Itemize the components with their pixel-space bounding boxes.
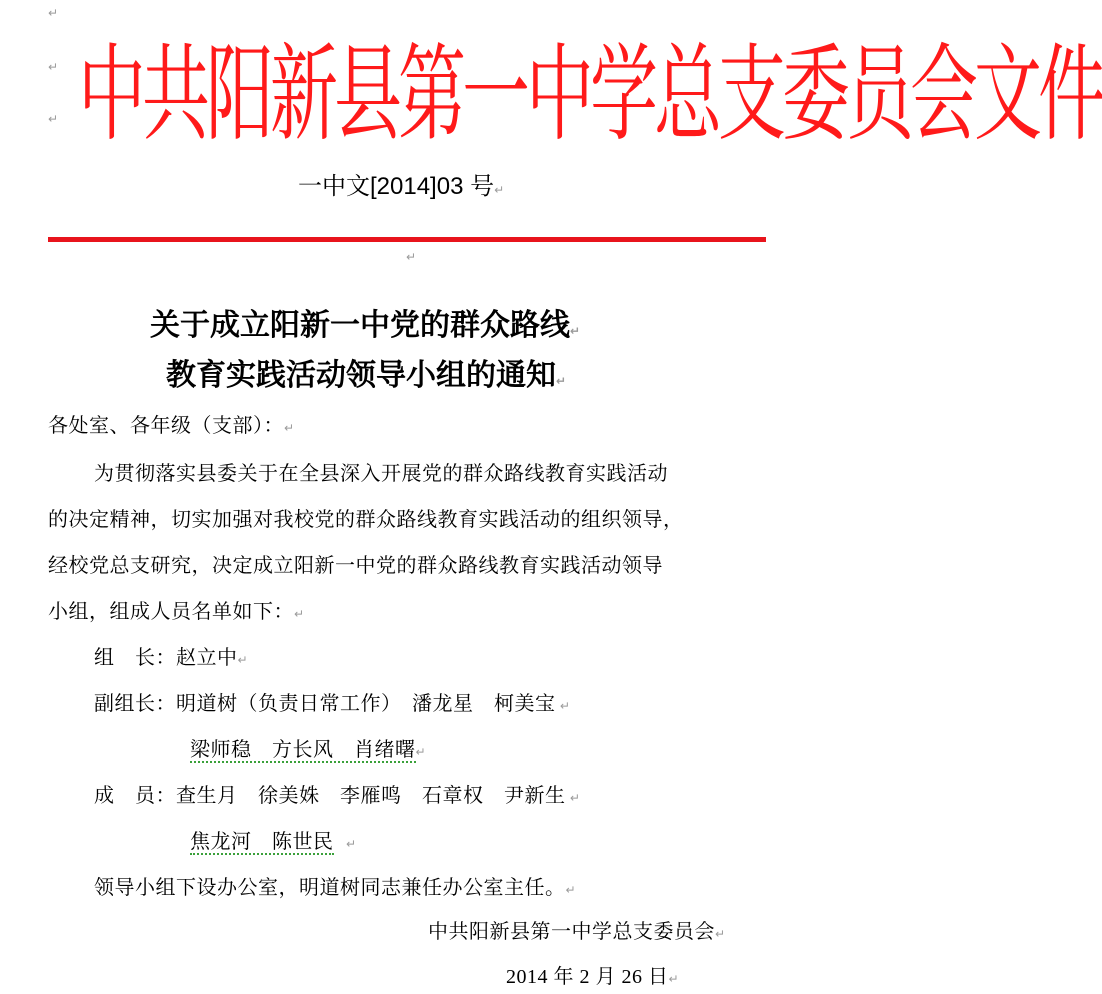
document-number-text: 一中文[2014]03 号 [298, 173, 495, 200]
paragraph-mark: ↵ [406, 250, 417, 264]
salutation [48, 409, 295, 438]
signature [428, 915, 726, 944]
paragraph-mark: ↵ [284, 421, 295, 435]
red-divider-rule [48, 237, 766, 242]
body-line-2: 的决定精神，切实加强对我校党的群众路线教育实践活动的组织领导， [48, 507, 684, 531]
body-line-4-text: 小组，组成人员名单如下： [48, 599, 294, 623]
notice-title-line-1 [150, 300, 580, 344]
paragraph-mark: ↵ [668, 972, 680, 986]
leader-row [94, 641, 248, 670]
deputy-row [94, 687, 570, 716]
paragraph-mark: ↵ [565, 883, 577, 897]
notice-title-line-1-text: 关于成立阳新一中党的群众路线 [150, 308, 570, 343]
member-row-2 [190, 825, 357, 854]
signature-text: 中共阳新县第一中学总支委员会 [428, 919, 715, 943]
notice-title-line-2-text: 教育实践活动领导小组的通知 [166, 358, 556, 393]
office-note [94, 871, 576, 900]
paragraph-mark: ↵ [48, 6, 59, 20]
deputy-names-1: 明道树（负责日常工作） 潘龙星 柯美宝 [176, 691, 556, 715]
deputy-names-2: 梁师稳 方长风 肖绪曙 [190, 737, 416, 761]
paragraph-mark: ↵ [715, 927, 726, 941]
paragraph-mark: ↵ [237, 653, 249, 667]
deputy-row-2 [190, 733, 426, 762]
body-line-4 [48, 595, 305, 624]
member-row [94, 779, 580, 808]
notice-title-line-2 [166, 350, 566, 394]
paragraph-mark: ↵ [565, 791, 581, 805]
deputy-label: 副组长： [94, 691, 176, 715]
body-line-3: 经校党总支研究，决定成立阳新一中党的群众路线教育实践活动领导 [48, 553, 663, 577]
paragraph-mark: ↵ [415, 745, 427, 759]
document-date-text: 2014 年 2 月 26 日 [506, 966, 669, 988]
body-line-1: 为贯彻落实县委关于在全县深入开展党的群众路线教育实践活动 [94, 461, 668, 485]
leader-name: 赵立中 [176, 645, 238, 669]
paragraph-mark: ↵ [48, 112, 59, 126]
paragraph-mark: ↵ [556, 374, 567, 388]
paragraph-mark: ↵ [333, 837, 357, 851]
leader-label: 组 长： [94, 645, 176, 669]
paragraph-mark: ↵ [294, 607, 305, 621]
paragraph-mark: ↵ [48, 60, 59, 74]
paragraph-mark: ↵ [555, 699, 571, 713]
document-header-title: 中共阳新县第一中学总支委员会文件 [78, 34, 1102, 157]
salutation-text: 各处室、各年级（支部）： [48, 413, 284, 437]
document-date [506, 960, 679, 989]
member-names-1: 查生月 徐美姝 李雁鸣 石章权 尹新生 [176, 783, 566, 807]
paragraph-mark: ↵ [570, 324, 581, 338]
office-note-text: 领导小组下设办公室，明道树同志兼任办公室主任。 [94, 875, 566, 899]
member-names-2: 焦龙河 陈世民 [190, 829, 334, 853]
document-number [298, 166, 504, 201]
member-label: 成 员： [94, 783, 176, 807]
paragraph-mark: ↵ [494, 183, 505, 197]
